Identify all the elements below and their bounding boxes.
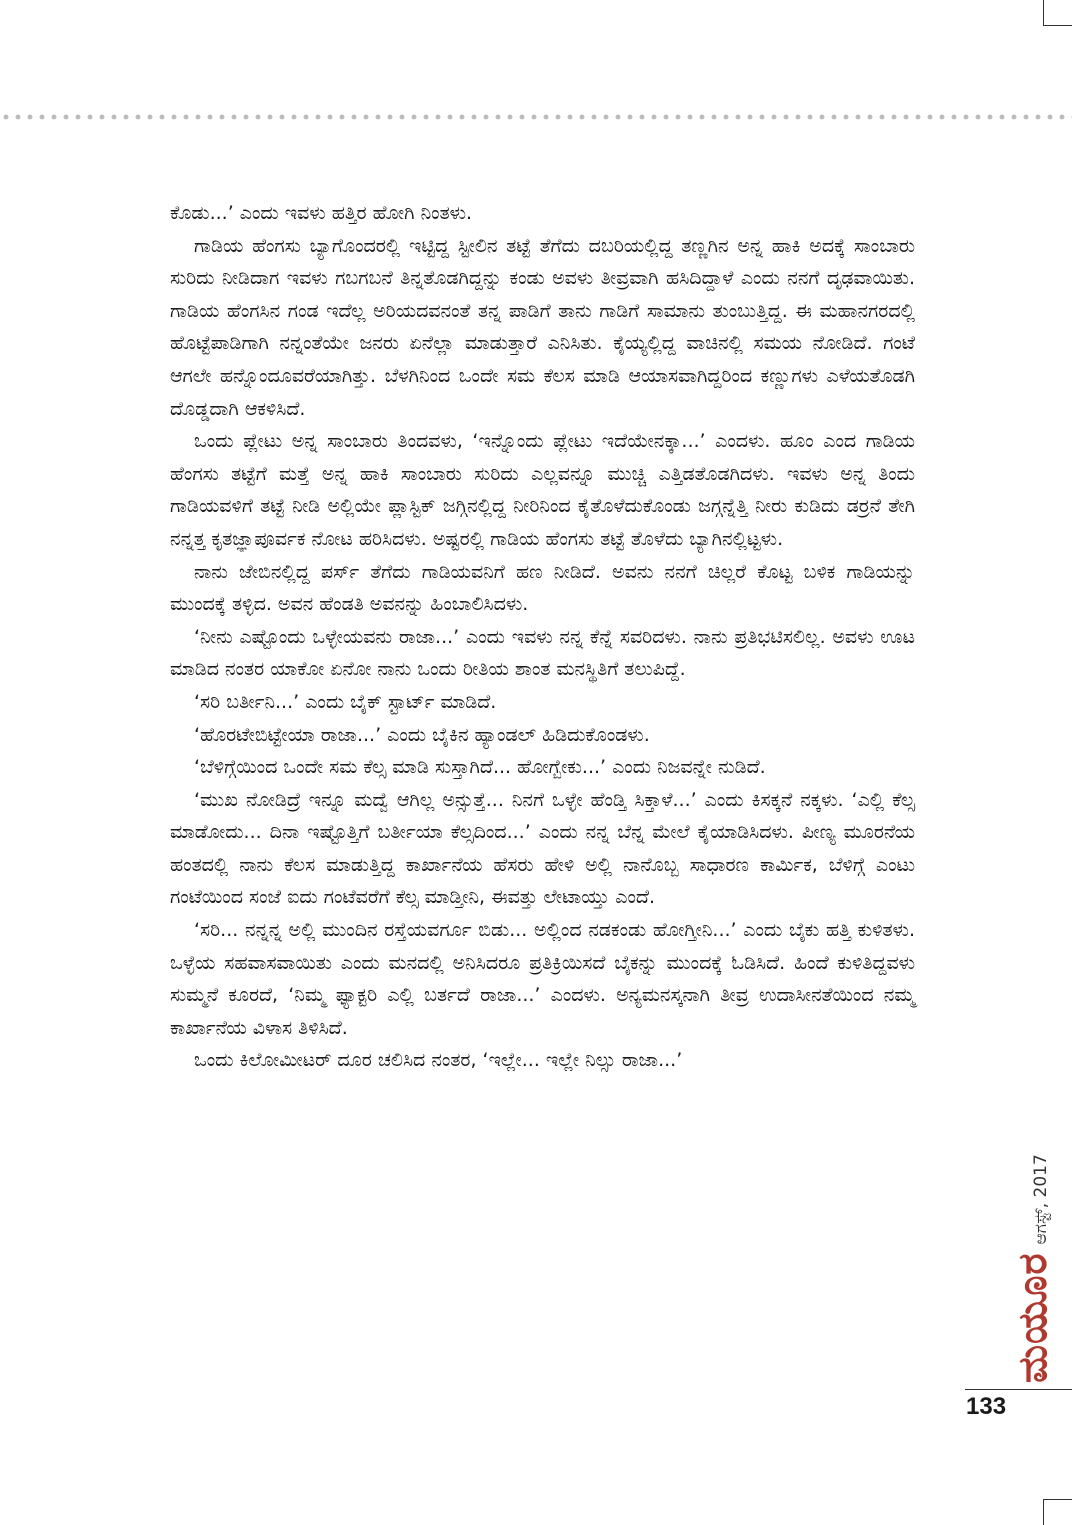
- magazine-sidebar: [1010, 1154, 1056, 1383]
- paragraph: ಗಾಡಿಯ ಹೆಂಗಸು ಬ್ಯಾಗೊಂದರಲ್ಲಿ ಇಟ್ಟಿದ್ದ ಸ್ಟೀಲಿನ ತಟ್ಟೆ ತೆಗೆದು ದಬರಿಯಲ್ಲಿದ್ದ ತಣ್ಣಗಿನ ಅನ್ನ ಹಾಕಿ ಅದಕ್ಕೆ ಸಾಂಬಾರು ಸುರಿದು ನೀಡಿದಾಗ ಇವಳು ಗಬಗಬನೆ ತಿನ್ನತೊಡಗಿದ್ದನ್ನು ಕಂಡು ಅವಳು ತೀವ್ರವಾಗಿ ಹಸಿದಿದ್ದಾಳೆ ಎಂದು ನನಗೆ ದೃಢವಾಯಿತು. ಗಾಡಿಯ ಹೆಂಗಸಿನ ಗಂಡ ಇದೆಲ್ಲ ಅರಿಯದವನಂತೆ ತನ್ನ ಪಾಡಿಗೆ ತಾನು ಗಾಡಿಗೆ ಸಾಮಾನು ತುಂಬುತ್ತಿದ್ದ. ಈ ಮಹಾನಗರದಲ್ಲಿ ಹೊಟ್ಟೆಪಾಡಿಗಾಗಿ ನನ್ನಂತೆಯೇ ಜನರು ಏನೆಲ್ಲಾ ಮಾಡುತ್ತಾರೆ ಎನಿಸಿತು. ಕೈಯ್ಯಲ್ಲಿದ್ದ ವಾಚಿನಲ್ಲಿ ಸಮಯ ನೋಡಿದೆ. ಗಂಟೆ ಆಗಲೇ ಹನ್ನೊಂದೂವರೆಯಾಗಿತ್ತು. ಬೆಳಗಿನಿಂದ ಒಂದೇ ಸಮ ಕೆಲಸ ಮಾಡಿ ಆಯಾಸವಾಗಿದ್ದರಿಂದ ಕಣ್ಣುಗಳು ಎಳೆಯತೊಡಗಿ ದೊಡ್ಡದಾಗಿ ಆಕಳಿಸಿದೆ.: [170, 234, 915, 420]
- crop-mark-bottom: [1043, 1499, 1072, 1525]
- issue-date: ಆಗಸ್ಟ್, 2017: [1031, 1154, 1051, 1245]
- page-number: 133: [966, 1393, 1007, 1420]
- paragraph: ಕೊಡು...’ ಎಂದು ಇವಳು ಹತ್ತಿರ ಹೋಗಿ ನಿಂತಳು.: [170, 202, 473, 224]
- crop-mark-top: [1043, 0, 1072, 26]
- paragraph: ಒಂದು ಕಿಲೋಮೀಟರ್ ದೂರ ಚಲಿಸಿದ ನಂತರ, ‘ಇಲ್ಲೇ... ಇಲ್ಲೇ ನಿಲ್ಸು ರಾಜಾ...’: [194, 1049, 683, 1072]
- paragraph: ‘ಹೊರಟೇಬಿಟ್ಟೇಯಾ ರಾಜಾ...’ ಎಂದು ಬೈಕಿನ ಹ್ಯಾಂಡಲ್ ಹಿಡಿದುಕೊಂಡಳು.: [194, 723, 650, 746]
- paragraph: ‘ಬೆಳಿಗ್ಗೆಯಿಂದ ಒಂದೇ ಸಮ ಕೆಲ್ಸ ಮಾಡಿ ಸುಸ್ತಾಗಿದೆ... ಹೋಗ್ಬೇಕು...’ ಎಂದು ನಿಜವನ್ನೇ ನುಡಿದೆ.: [194, 756, 766, 779]
- paragraph: ‘ನೀನು ಎಷ್ಟೊಂದು ಒಳ್ಳೇಯವನು ರಾಜಾ...’ ಎಂದು ಇವಳು ನನ್ನ ಕೆನ್ನೆ ಸವರಿದಳು. ನಾನು ಪ್ರತಿಭಟಿಸಲಿಲ್ಲ. ಅವಳು ಊಟ ಮಾಡಿದ ನಂತರ ಯಾಕೋ ಏನೋ ನಾನು ಒಂದು ರೀತಿಯ ಶಾಂತ ಮನಸ್ಥಿತಿಗೆ ತಲುಪಿದ್ದೆ.: [170, 625, 915, 681]
- paragraph: ‘ಸರಿ ಬರ್ತೀನಿ...’ ಎಂದು ಬೈಕ್ ಸ್ಟಾರ್ಟ್ ಮಾಡಿದೆ.: [194, 690, 497, 713]
- paragraph: ಒಂದು ಪ್ಲೇಟು ಅನ್ನ ಸಾಂಬಾರು ತಿಂದವಳು, ‘ಇನ್ನೊಂದು ಪ್ಲೇಟು ಇದೆಯೇನಕ್ಕಾ...’ ಎಂದಳು. ಹೂಂ ಎಂದ ಗಾಡಿಯ ಹೆಂಗಸು ತಟ್ಟೆಗೆ ಮತ್ತೆ ಅನ್ನ ಹಾಕಿ ಸಾಂಬಾರು ಸುರಿದು ಎಲ್ಲವನ್ನೂ ಮುಚ್ಚಿ ಎತ್ತಿಡತೊಡಗಿದಳು. ಇವಳು ಅನ್ನ ತಿಂದು ಗಾಡಿಯವಳಿಗೆ ತಟ್ಟೆ ನೀಡಿ ಅಲ್ಲಿಯೇ ಪ್ಲಾಸ್ಟಿಕ್ ಜಗ್ಗಿನಲ್ಲಿದ್ದ ನೀರಿನಿಂದ ಕೈತೊಳೆದುಕೊಂಡು ಜಗ್ಗನ್ನೆತ್ತಿ ನೀರು ಕುಡಿದು ಡರ್ರನೆ ತೇಗಿ ನನ್ನತ್ತ ಕೃತಜ್ಞಾಪೂರ್ವಕ ನೋಟ ಹರಿಸಿದಳು. ಅಷ್ಟರಲ್ಲಿ ಗಾಡಿಯ ಹೆಂಗಸು ತಟ್ಟೆ ತೊಳೆದು ಬ್ಯಾಗಿನಲ್ಲಿಟ್ಟಳು.: [170, 430, 915, 550]
- paragraph: ‘ಸರಿ... ನನ್ನನ್ನ ಅಲ್ಲಿ ಮುಂದಿನ ರಸ್ತೆಯವರ್ಗೂ ಬಿಡು... ಅಲ್ಲಿಂದ ನಡಕಂಡು ಹೋಗ್ತೀನಿ...’ ಎಂದು ಬೈಕು ಹತ್ತಿ ಕುಳಿತಳು. ಒಳ್ಳೆಯ ಸಹವಾಸವಾಯಿತು ಎಂದು ಮನದಲ್ಲಿ ಅನಿಸಿದರೂ ಪ್ರತಿಕ್ರಿಯಿಸದೆ ಬೈಕನ್ನು ಮುಂದಕ್ಕೆ ಓಡಿಸಿದೆ. ಹಿಂದೆ ಕುಳಿತಿದ್ದವಳು ಸುಮ್ಮನೆ ಕೂರದೆ, ‘ನಿಮ್ಮ ಫ್ಯಾಕ್ಟರಿ ಎಲ್ಲಿ ಬರ್ತದೆ ರಾಜಾ...’ ಎಂದಳು. ಅನ್ಯಮನಸ್ಕನಾಗಿ ತೀವ್ರ ಉದಾಸೀನತೆಯಿಂದ ನಮ್ಮ ಕಾರ್ಖಾನೆಯ ವಿಳಾಸ ತಿಳಿಸಿದೆ.: [170, 919, 915, 1039]
- folio-rule: [965, 1389, 1072, 1390]
- paragraph: ‘ಮುಖ ನೋಡಿದ್ರೆ ಇನ್ನೂ ಮದ್ವೆ ಆಗಿಲ್ಲ ಅನ್ಸುತ್ತೆ... ನಿನಗೆ ಒಳ್ಳೇ ಹೆಂಡ್ತಿ ಸಿಕ್ತಾಳೆ...’ ಎಂದು ಕಿಸಕ್ಕನೆ ನಕ್ಕಳು. ‘ಎಲ್ಲಿ ಕೆಲ್ಸ ಮಾಡೋದು... ದಿನಾ ಇಷ್ಟೊತ್ತಿಗೆ ಬರ್ತೀಯಾ ಕೆಲ್ಸದಿಂದ...’ ಎಂದು ನನ್ನ ಬೆನ್ನ ಮೇಲೆ ಕೈಯಾಡಿಸಿದಳು. ಪೀಣ್ಯ ಮೂರನೆಯ ಹಂತದಲ್ಲಿ ನಾನು ಕೆಲಸ ಮಾಡುತ್ತಿದ್ದ ಕಾರ್ಖಾನೆಯ ಹೆಸರು ಹೇಳಿ ಅಲ್ಲಿ ನಾನೊಬ್ಬ ಸಾಧಾರಣ ಕಾರ್ಮಿಕ, ಬೆಳಿಗ್ಗೆ ಎಂಟು ಗಂಟೆಯಿಂದ ಸಂಜೆ ಐದು ಗಂಟೆವರೆಗೆ ಕೆಲ್ಸ ಮಾಡ್ತೀನಿ, ಈವತ್ತು ಲೇಟಾಯ್ತು ಎಂದೆ.: [170, 788, 915, 909]
- paragraph: ನಾನು ಜೇಬಿನಲ್ಲಿದ್ದ ಪರ್ಸ್ ತೆಗೆದು ಗಾಡಿಯವನಿಗೆ ಹಣ ನೀಡಿದೆ. ಅವನು ನನಗೆ ಚಿಲ್ಲರೆ ಕೊಟ್ಟ ಬಳಿಕ ಗಾಡಿಯನ್ನು ಮುಂದಕ್ಕೆ ತಳ್ಳಿದ. ಅವನ ಹೆಂಡತಿ ಅವನನ್ನು ಹಿಂಬಾಲಿಸಿದಳು.: [170, 560, 915, 616]
- dotted-divider: [0, 113, 1072, 121]
- article-body: [170, 197, 915, 1077]
- magazine-logo: ಮಯೂರ: [1010, 1252, 1056, 1383]
